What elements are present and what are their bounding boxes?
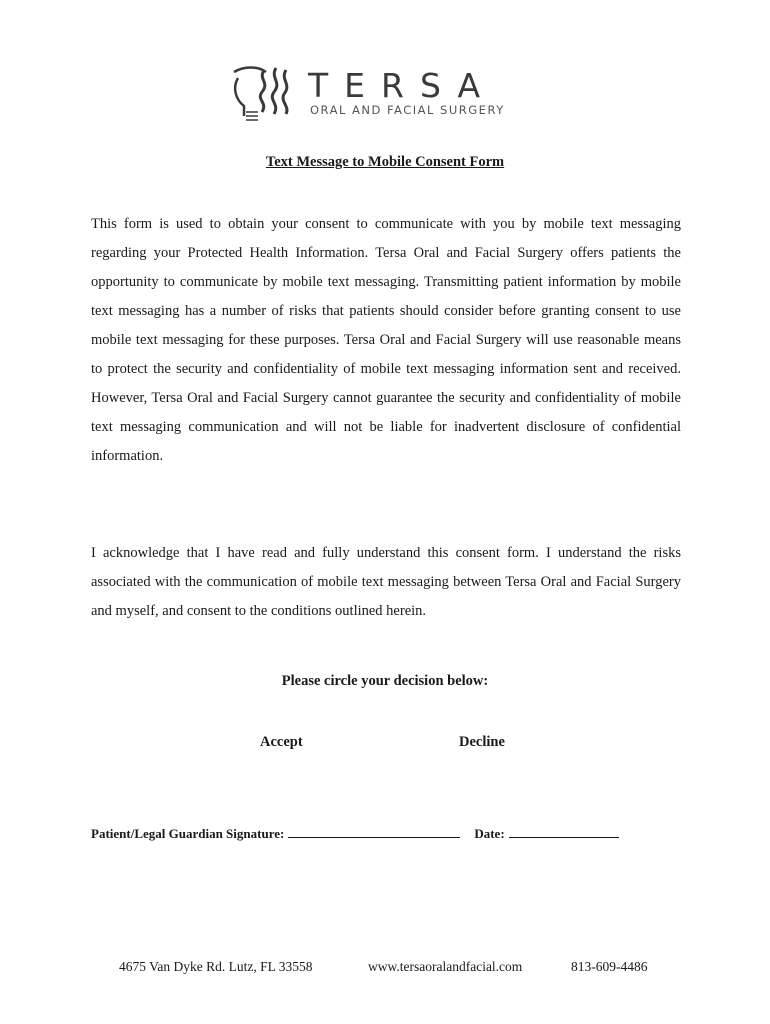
form-title: Text Message to Mobile Consent Form bbox=[265, 154, 505, 170]
decline-option[interactable]: Decline bbox=[459, 734, 505, 750]
signature-row bbox=[91, 825, 619, 842]
profile-logo-icon bbox=[228, 62, 304, 124]
signature-label: Patient/Legal Guardian Signature: bbox=[91, 826, 285, 841]
brand-name: TERSA bbox=[308, 66, 497, 105]
logo bbox=[228, 62, 548, 124]
consent-paragraph: This form is used to obtain your consent to communicate with you by mobile text messaging regarding your Protected Health Information. Tersa Oral and Facial Surgery offers patients the opportunity to communicate by mobile text messaging. Transmitting patient information by mobile text messaging has a number of risks that patients should consider before granting consent to use mobile text messaging for these purposes. Tersa Oral and Facial Surgery will use reasonable means to protect the security and confidentiality of mobile text messaging information sent and received. However, Tersa Oral and Facial Surgery cannot guarantee the security and confidentiality of mobile text messaging communication and will not be liable for inadvertent disclosure of confidential information. bbox=[91, 216, 681, 464]
acknowledgement-paragraph: I acknowledge that I have read and fully understand this consent form. I understand the risks associated with the communication of mobile text messaging between Tersa Oral and Facial Surgery and myself, and consent to the conditions outlined herein. bbox=[91, 545, 681, 619]
date-field[interactable] bbox=[509, 825, 619, 838]
footer-website[interactable]: www.tersaoralandfacial.com bbox=[368, 959, 523, 974]
footer-address: 4675 Van Dyke Rd. Lutz, FL 33558 bbox=[119, 959, 313, 974]
decision-prompt: Please circle your decision below: bbox=[281, 673, 489, 689]
brand-subtitle: ORAL AND FACIAL SURGERY bbox=[310, 103, 505, 117]
accept-option[interactable]: Accept bbox=[260, 734, 303, 750]
signature-field[interactable] bbox=[288, 825, 460, 838]
footer-phone: 813-609-4486 bbox=[571, 959, 648, 974]
date-label: Date: bbox=[474, 826, 505, 841]
